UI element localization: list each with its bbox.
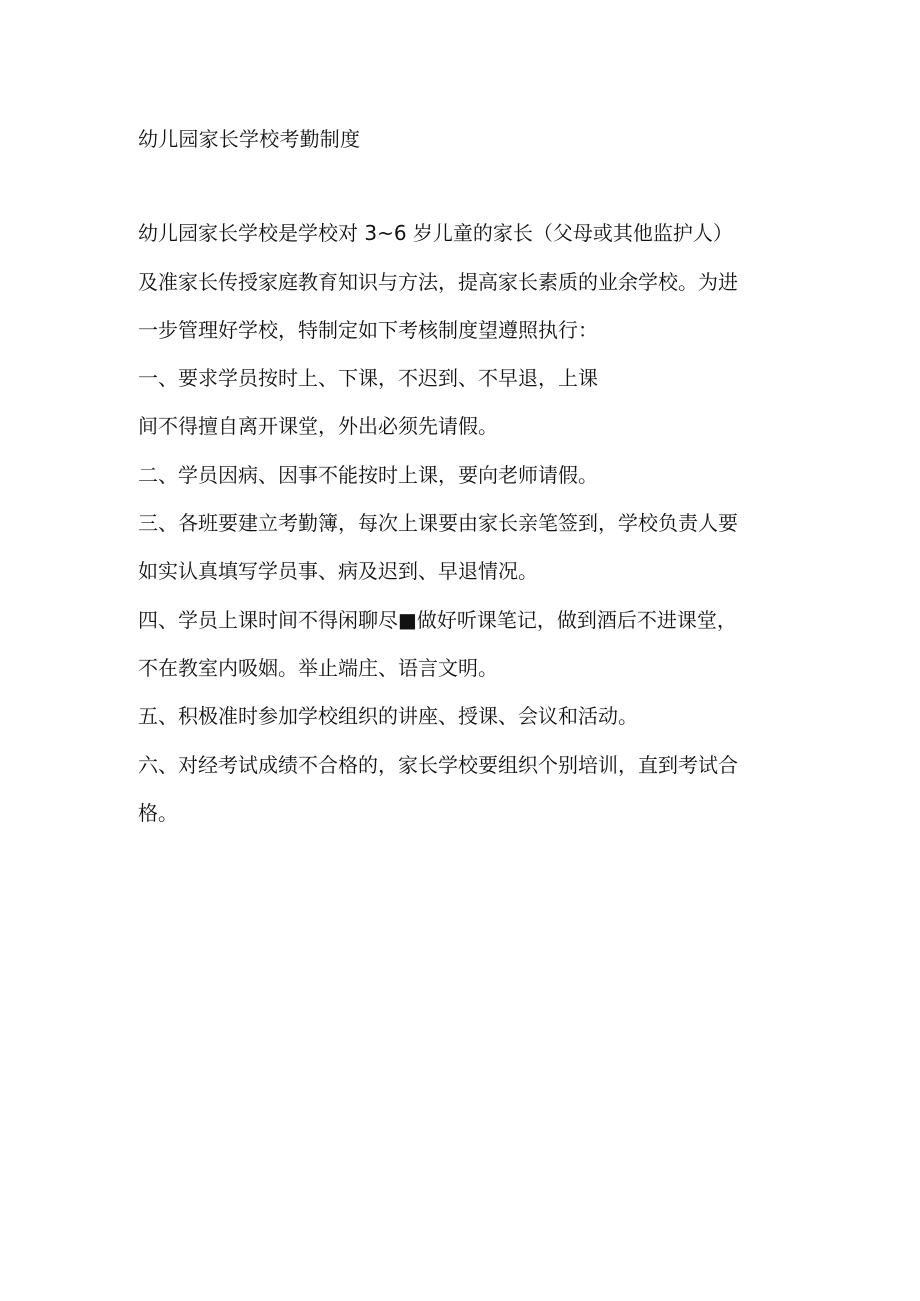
paragraph-line: 一步管理好学校，特制定如下考核制度望遵照执行： (138, 318, 598, 342)
paragraph-line: 及准家长传授家庭教育知识与方法，提高家长素质的业余学校。为进 (138, 270, 738, 294)
rule-six-line: 六、对经考试成绩不合格的，家长学校要组织个别培训，直到考试合 (138, 753, 738, 777)
rule-one-continuation: 间不得擅自离开课堂，外出必须先请假。 (138, 414, 498, 438)
document-title: 幼儿园家长学校考勤制度 (138, 127, 361, 151)
rule-three-continuation: 如实认真填写学员事、病及迟到、早退情况。 (138, 559, 538, 583)
rule-four-line: 四、学员上课时间不得闲聊尽■做好听课笔记，做到酒后不进课堂， (138, 608, 737, 632)
paragraph-line: 幼儿园家长学校是学校对 3~6 岁儿童的家长（父母或其他监护人） (138, 221, 733, 245)
rule-four-continuation: 不在教室内吸姻。举止端庄、语言文明。 (138, 656, 498, 680)
rule-one-line: 一、要求学员按时上、下课，不迟到、不早退，上课 (138, 366, 598, 390)
rule-two-line: 二、学员因病、因事不能按时上课，要向老师请假。 (138, 463, 598, 487)
rule-five-line: 五、积极准时参加学校组织的讲座、授课、会议和活动。 (138, 704, 638, 728)
rule-three-line: 三、各班要建立考勤簿，每次上课要由家长亲笔签到，学校负责人要 (138, 511, 738, 535)
rule-six-continuation: 格。 (138, 801, 178, 825)
